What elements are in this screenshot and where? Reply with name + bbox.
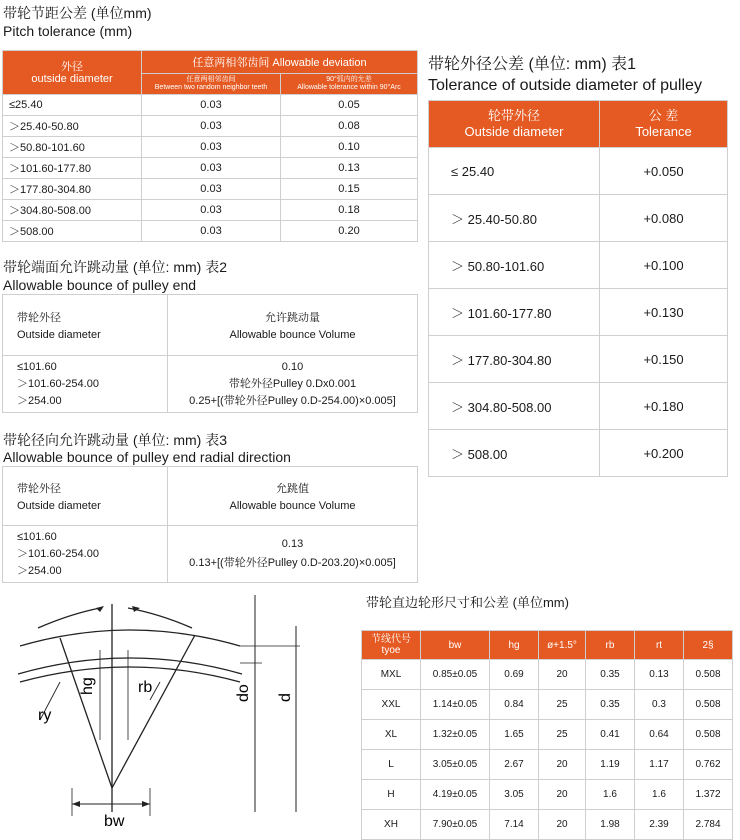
profile-cell: XH — [362, 810, 421, 840]
od-cell-d: ＞ 50.80-101.60 — [429, 242, 600, 289]
profile-cell: 0.69 — [490, 660, 539, 690]
pitch-cell-d: ＞25.40-50.80 — [3, 116, 142, 137]
pitch-cell-d: ＞508.00 — [3, 221, 142, 242]
bounce-radial-head-left: 带轮外径 Outside diameter — [3, 467, 168, 526]
profile-cell: 1.65 — [490, 720, 539, 750]
pitch-head-col3: 90°弧内的允差 Allowable tolerance within 90°Arc — [281, 74, 418, 95]
pitch-cell-a: 0.03 — [142, 95, 281, 116]
profile-cell: 1.98 — [586, 810, 635, 840]
pitch-cell-a: 0.03 — [142, 116, 281, 137]
pitch-cell-d: ≤25.40 — [3, 95, 142, 116]
profile-cell: 2.784 — [684, 810, 733, 840]
table-row — [3, 137, 418, 158]
profile-cell: 3.05 — [490, 780, 539, 810]
profile-cell: XL — [362, 720, 421, 750]
pitch-title-en: Pitch tolerance (mm) — [3, 23, 133, 39]
od-cell-t: +0.080 — [600, 195, 728, 242]
pitch-cell-d: ＞177.80-304.80 — [3, 179, 142, 200]
pitch-cell-d: ＞304.80-508.00 — [3, 200, 142, 221]
pitch-cell-a: 0.03 — [142, 137, 281, 158]
table-row — [429, 242, 728, 289]
profile-head-2s: 2§ — [684, 631, 733, 660]
table-row — [429, 195, 728, 242]
profile-cell: 1.6 — [586, 780, 635, 810]
table-row — [362, 660, 733, 690]
bounce-radial-table — [2, 466, 418, 583]
pitch-head-col2: 任意两相邻齿间 Between two random neighbor teeth — [142, 74, 281, 95]
pitch-cell-b: 0.10 — [281, 137, 418, 158]
profile-table — [361, 630, 733, 840]
profile-cell: 25 — [539, 690, 586, 720]
pitch-cell-d: ＞101.60-177.80 — [3, 158, 142, 179]
table-row — [3, 221, 418, 242]
od-cell-t: +0.130 — [600, 289, 728, 336]
label-rb: rb — [138, 679, 153, 696]
profile-cell: 1.32±0.05 — [421, 720, 490, 750]
profile-cell: 4.19±0.05 — [421, 780, 490, 810]
pitch-cell-b: 0.05 — [281, 95, 418, 116]
table-row — [429, 289, 728, 336]
pitch-cell-b: 0.08 — [281, 116, 418, 137]
table-row — [429, 383, 728, 430]
profile-cell: 1.6 — [635, 780, 684, 810]
pitch-cell-b: 0.18 — [281, 200, 418, 221]
profile-cell: 1.19 — [586, 750, 635, 780]
table-row — [362, 750, 733, 780]
profile-cell: 1.17 — [635, 750, 684, 780]
profile-cell: 0.3 — [635, 690, 684, 720]
od-cell-d: ＞ 508.00 — [429, 430, 600, 477]
profile-cell: XXL — [362, 690, 421, 720]
bounce-end-right-values: 0.10 带轮外径Pulley 0.Dx0.001 0.25+[(带轮外径Pulley 0.D-254.00)×0.005] — [168, 356, 418, 413]
pitch-head-od: 外径 outside diameter — [3, 51, 142, 95]
profile-cell: 7.90±0.05 — [421, 810, 490, 840]
table-row — [3, 200, 418, 221]
profile-head-angle: ø+1.5° — [539, 631, 586, 660]
od-cell-d: ＞ 101.60-177.80 — [429, 289, 600, 336]
od-cell-d: ≤ 25.40 — [429, 148, 600, 195]
profile-cell: 3.05±0.05 — [421, 750, 490, 780]
pitch-head-deviation: 任意两相邻齿间 Allowable deviation — [142, 51, 418, 74]
pitch-title-cn: 带轮节距公差 (单位mm) — [3, 5, 152, 21]
profile-cell: 0.41 — [586, 720, 635, 750]
label-bw: bw — [104, 813, 125, 830]
profile-cell: 0.508 — [684, 720, 733, 750]
profile-cell: 0.508 — [684, 660, 733, 690]
bounce-radial-title-cn: 带轮径向允许跳动量 (单位: mm) 表3 — [3, 432, 227, 448]
od-tol-title-cn: 带轮外径公差 (单位: mm) 表1 — [428, 56, 636, 73]
table-row — [362, 810, 733, 840]
pitch-tolerance-table — [2, 50, 418, 242]
od-cell-d: ＞ 304.80-508.00 — [429, 383, 600, 430]
profile-cell: 0.762 — [684, 750, 733, 780]
profile-title: 带轮直边轮形尺寸和公差 (单位mm) — [366, 595, 569, 610]
pitch-cell-b: 0.20 — [281, 221, 418, 242]
label-hg: hg — [79, 677, 96, 695]
label-ry: ry — [38, 707, 52, 724]
profile-cell: MXL — [362, 660, 421, 690]
profile-head-type: 节线代号 tyoe — [362, 631, 421, 660]
od-tolerance-table — [428, 100, 728, 477]
tooth-profile-diagram — [0, 590, 330, 833]
od-cell-t: +0.180 — [600, 383, 728, 430]
profile-cell: 0.64 — [635, 720, 684, 750]
label-d: d — [277, 693, 294, 702]
profile-cell: 2.67 — [490, 750, 539, 780]
profile-cell: 0.13 — [635, 660, 684, 690]
bounce-end-left-values: ≤101.60 ＞101.60-254.00 ＞254.00 — [3, 356, 168, 413]
table-row — [3, 95, 418, 116]
bounce-end-table — [2, 294, 418, 413]
table-row — [429, 148, 728, 195]
bounce-end-head-right: 允许跳动量 Allowable bounce Volume — [168, 295, 418, 356]
profile-head-rb: rb — [586, 631, 635, 660]
table-row — [429, 336, 728, 383]
profile-cell: 20 — [539, 810, 586, 840]
profile-head-bw: bw — [421, 631, 490, 660]
pitch-cell-a: 0.03 — [142, 200, 281, 221]
bounce-radial-title-en: Allowable bounce of pulley end radial direction — [3, 449, 291, 465]
pitch-cell-b: 0.13 — [281, 158, 418, 179]
profile-cell: 20 — [539, 660, 586, 690]
profile-cell: 7.14 — [490, 810, 539, 840]
table-row — [362, 780, 733, 810]
table-row — [3, 179, 418, 200]
table-row — [362, 720, 733, 750]
od-cell-t: +0.100 — [600, 242, 728, 289]
od-head-left: 轮带外径 Outside diameter — [429, 101, 600, 148]
profile-cell: 1.14±0.05 — [421, 690, 490, 720]
profile-cell: 0.35 — [586, 690, 635, 720]
table-row — [429, 430, 728, 477]
profile-cell: 20 — [539, 750, 586, 780]
profile-cell: 0.508 — [684, 690, 733, 720]
bounce-end-title-cn: 带轮端面允许跳动量 (单位: mm) 表2 — [3, 259, 227, 275]
od-tol-title-en: Tolerance of outside diameter of pulley — [428, 77, 702, 94]
profile-cell: L — [362, 750, 421, 780]
od-cell-d: ＞ 177.80-304.80 — [429, 336, 600, 383]
profile-cell: 0.35 — [586, 660, 635, 690]
pitch-cell-d: ＞50.80-101.60 — [3, 137, 142, 158]
profile-cell: 0.84 — [490, 690, 539, 720]
profile-cell: 0.85±0.05 — [421, 660, 490, 690]
pitch-cell-a: 0.03 — [142, 158, 281, 179]
bounce-end-title-en: Allowable bounce of pulley end — [3, 277, 197, 293]
od-head-right: 公 差 Tolerance — [600, 101, 728, 148]
table-row — [362, 690, 733, 720]
bounce-radial-right-values: 0.13 0.13+[(带轮外径Pulley 0.D-203.20)×0.005] — [168, 526, 418, 583]
profile-cell: 2.39 — [635, 810, 684, 840]
od-cell-d: ＞ 25.40-50.80 — [429, 195, 600, 242]
pitch-cell-b: 0.15 — [281, 179, 418, 200]
profile-cell: 20 — [539, 780, 586, 810]
bounce-radial-left-values: ≤101.60 ＞101.60-254.00 ＞254.00 — [3, 526, 168, 583]
table-row — [3, 158, 418, 179]
label-do: do — [235, 684, 252, 702]
od-cell-t: +0.200 — [600, 430, 728, 477]
profile-head-hg: hg — [490, 631, 539, 660]
bounce-end-head-left: 带轮外径 Outside diameter — [3, 295, 168, 356]
profile-cell: 25 — [539, 720, 586, 750]
od-cell-t: +0.150 — [600, 336, 728, 383]
profile-cell: H — [362, 780, 421, 810]
profile-cell: 1.372 — [684, 780, 733, 810]
od-cell-t: +0.050 — [600, 148, 728, 195]
pitch-cell-a: 0.03 — [142, 179, 281, 200]
profile-head-rt: rt — [635, 631, 684, 660]
table-row — [3, 116, 418, 137]
pitch-cell-a: 0.03 — [142, 221, 281, 242]
bounce-radial-head-right: 允跳值 Allowable bounce Volume — [168, 467, 418, 526]
